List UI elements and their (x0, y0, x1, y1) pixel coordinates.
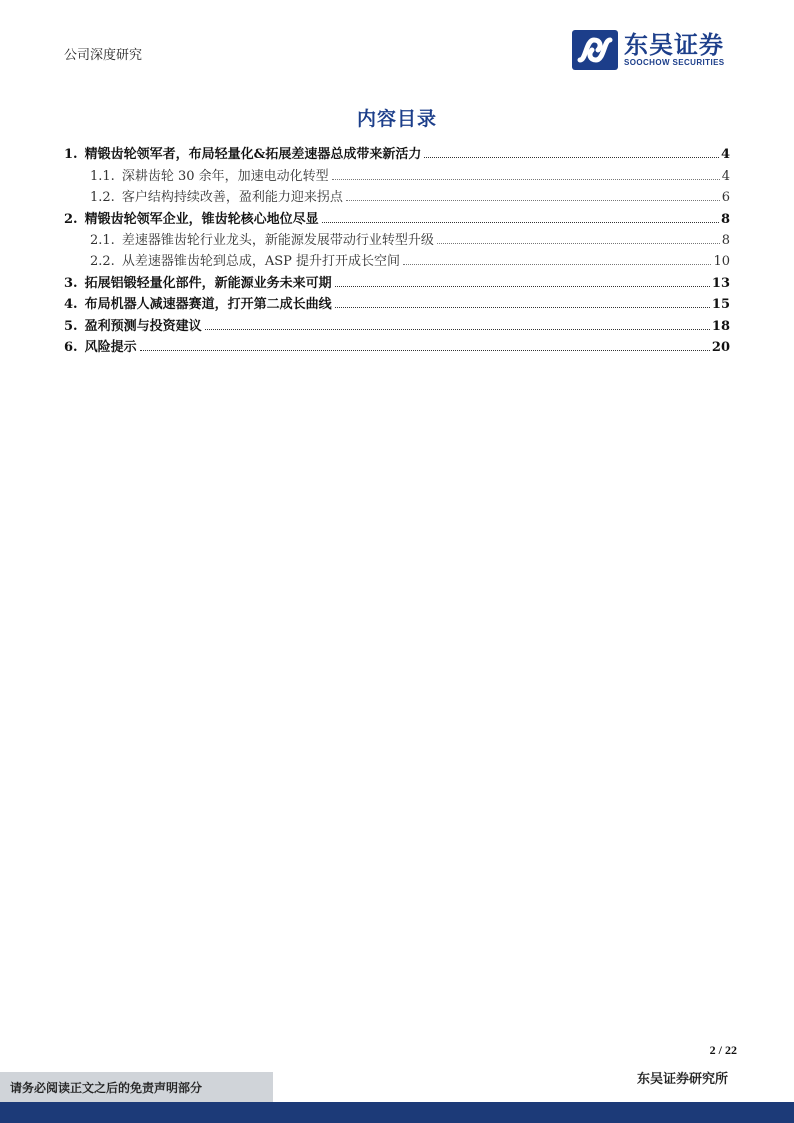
toc-leader-dots (424, 157, 719, 158)
toc-entry-page: 13 (711, 275, 730, 291)
toc-entry[interactable] (64, 334, 730, 355)
toc-leader-dots (332, 179, 720, 180)
toc-entry-page: 8 (721, 232, 730, 248)
toc-entry-title: 客户结构持续改善，盈利能力迎来拐点 (121, 190, 343, 206)
header-category: 公司深度研究 (64, 48, 143, 63)
toc-entry-title: 风险提示 (84, 339, 137, 355)
toc-entry[interactable] (64, 141, 730, 162)
toc-entry-page: 4 (720, 147, 730, 163)
toc-entry-number: 1.1. (90, 168, 115, 184)
toc-entry-title: 精锻齿轮领军者，布局轻量化&拓展差速器总成带来新活力 (84, 147, 422, 163)
toc-entry-number: 1. (64, 147, 78, 163)
toc-entry-title: 从差速器锥齿轮到总成，ASP 提升打开成长空间 (121, 254, 400, 270)
toc-entry[interactable] (64, 162, 730, 183)
toc-entry-page: 6 (721, 190, 730, 206)
toc-entry-number: 1.2. (90, 190, 115, 206)
toc-entry-title: 精锻齿轮领军企业，锥齿轮核心地位尽显 (84, 211, 319, 227)
toc-leader-dots (322, 222, 719, 223)
page-number: 2 / 22 (709, 1043, 737, 1057)
toc-leader-dots (335, 286, 710, 287)
footer-bar (0, 1102, 794, 1123)
toc-entry-title: 盈利预测与投资建议 (84, 318, 202, 334)
toc-leader-dots (335, 307, 710, 308)
toc-leader-dots (140, 350, 710, 351)
toc-entry[interactable] (64, 269, 730, 290)
disclaimer-note: 请务必阅读正文之后的免责声明部分 (0, 1072, 273, 1102)
toc-entry-number: 2. (64, 211, 78, 227)
toc-leader-dots (437, 243, 720, 244)
toc-entry[interactable] (64, 291, 730, 312)
toc-entry[interactable] (64, 248, 730, 269)
toc-entry-page: 4 (721, 168, 730, 184)
toc-entry-page: 20 (711, 339, 730, 355)
toc-entry-number: 3. (64, 275, 78, 291)
toc-entry-number: 6. (64, 339, 78, 355)
toc-entry-page: 18 (711, 318, 730, 334)
toc-entry-number: 2.1. (90, 232, 115, 248)
toc-entry-title: 差速器锥齿轮行业龙头，新能源发展带动行业转型升级 (121, 232, 434, 248)
soochow-logo-icon (572, 30, 618, 70)
toc-leader-dots (346, 200, 720, 201)
toc-entry-number: 2.2. (90, 254, 115, 270)
toc-entry-number: 5. (64, 318, 78, 334)
toc-entry-page: 15 (711, 297, 730, 313)
logo-chinese-name: 东吴证券 (624, 31, 724, 59)
company-logo (572, 30, 725, 70)
toc-title: 内容目录 (356, 108, 437, 130)
toc-entry-number: 4. (64, 297, 78, 313)
toc-entry-title: 布局机器人减速器赛道，打开第二成长曲线 (84, 297, 332, 313)
toc-entry[interactable] (64, 205, 730, 226)
toc-entry-page: 8 (720, 211, 730, 227)
toc-entry-page: 10 (713, 254, 730, 270)
logo-english-name: SOOCHOW SECURITIES (624, 58, 725, 67)
toc-entry-title: 拓展铝锻轻量化部件，新能源业务未来可期 (84, 275, 332, 291)
toc-entry[interactable] (64, 227, 730, 248)
toc-entry-title: 深耕齿轮 30 余年，加速电动化转型 (121, 168, 329, 184)
toc-entry[interactable] (64, 184, 730, 205)
toc-entry[interactable] (64, 312, 730, 333)
toc-leader-dots (205, 329, 710, 330)
footer-brand: 东吴证券研究所 (636, 1072, 728, 1087)
table-of-contents (64, 141, 730, 355)
toc-leader-dots (403, 264, 711, 265)
